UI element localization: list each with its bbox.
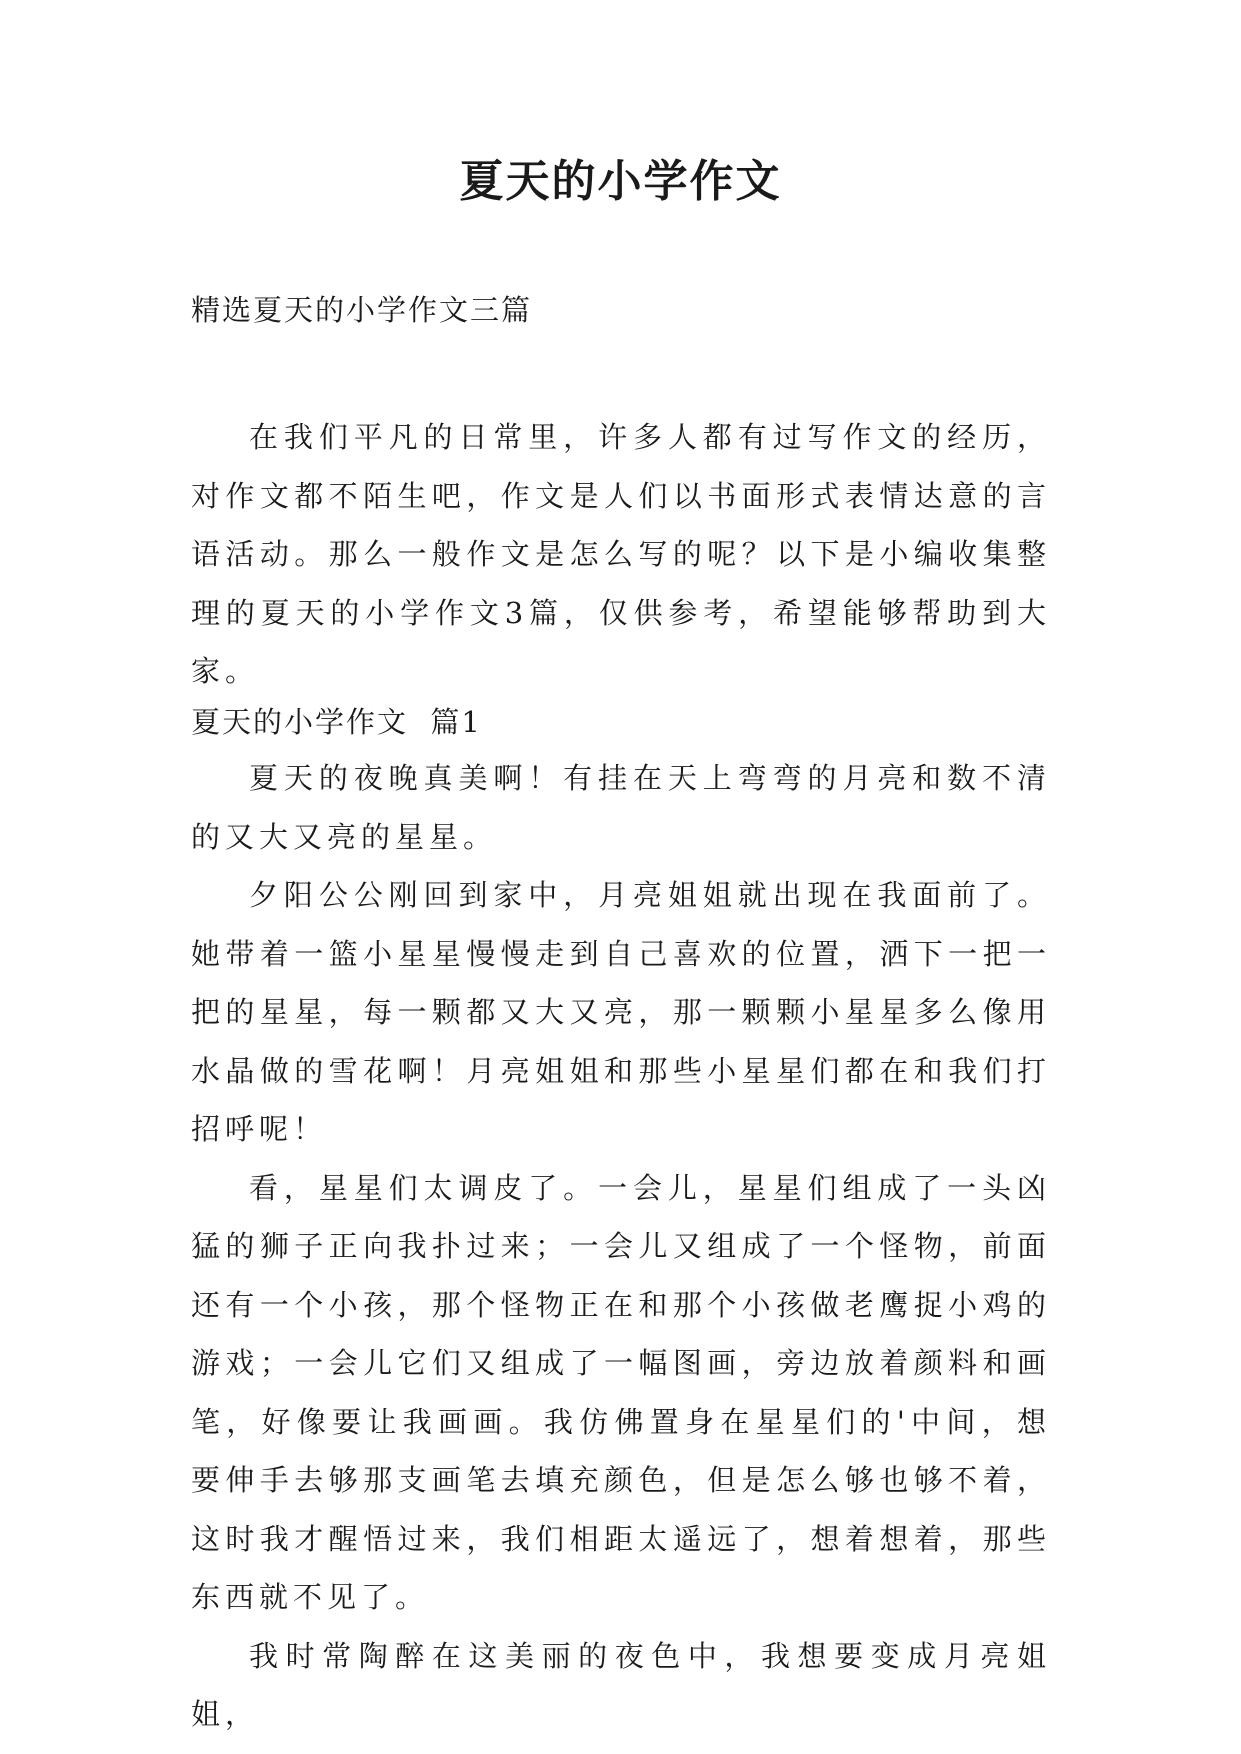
essay-paragraph-2: 夕阳公公刚回到家中，月亮姐姐就出现在我面前了。她带着一篮小星星慢慢走到自己喜欢的位置，洒下一把一把的星星，每一颗都又大又亮，那一颗颗小星星多么像用水晶做的雪花啊！月亮姐姐和那些小星星们都在和我们打招呼呢！ [191,878,1051,1146]
intro-paragraph: 在我们平凡的日常里，许多人都有过写作文的经历，对作文都不陌生吧，作文是人们以书面形式表情达意的言语活动。那么一般作文是怎么写的呢？以下是小编收集整理的夏天的小学作文3篇，仅供参考，希望能够帮助到大家。 [191,420,1051,688]
document-title: 夏天的小学作文 [459,156,782,207]
essay-body [191,749,1051,1744]
essay-paragraph-4: 我时常陶醉在这美丽的夜色中，我想要变成月亮姐姐， [191,1638,1051,1731]
document-subtitle: 精选夏天的小学作文三篇 [191,293,533,327]
essay-paragraph-3: 看，星星们太调皮了。一会儿，星星们组成了一头凶猛的狮子正向我扑过来；一会儿又组成了一个怪物，前面还有一个小孩，那个怪物正在和那个小孩做老鹰捉小鸡的游戏；一会儿它们又组成了一幅图画，旁边放着颜料和画笔，好像要让我画画。我仿佛置身在星星们的'中间，想要伸手去够那支画笔去填充颜色，但是怎么够也够不着，这时我才醒悟过来，我们相距太遥远了，想着想着，那些东西就不见了。 [191,1170,1051,1614]
intro-block [191,408,1051,701]
section-heading: 夏天的小学作文 篇1 [191,705,482,739]
essay-paragraph-1: 夏天的夜晚真美啊！有挂在天上弯弯的月亮和数不清的又大又亮的星星。 [191,761,1051,854]
